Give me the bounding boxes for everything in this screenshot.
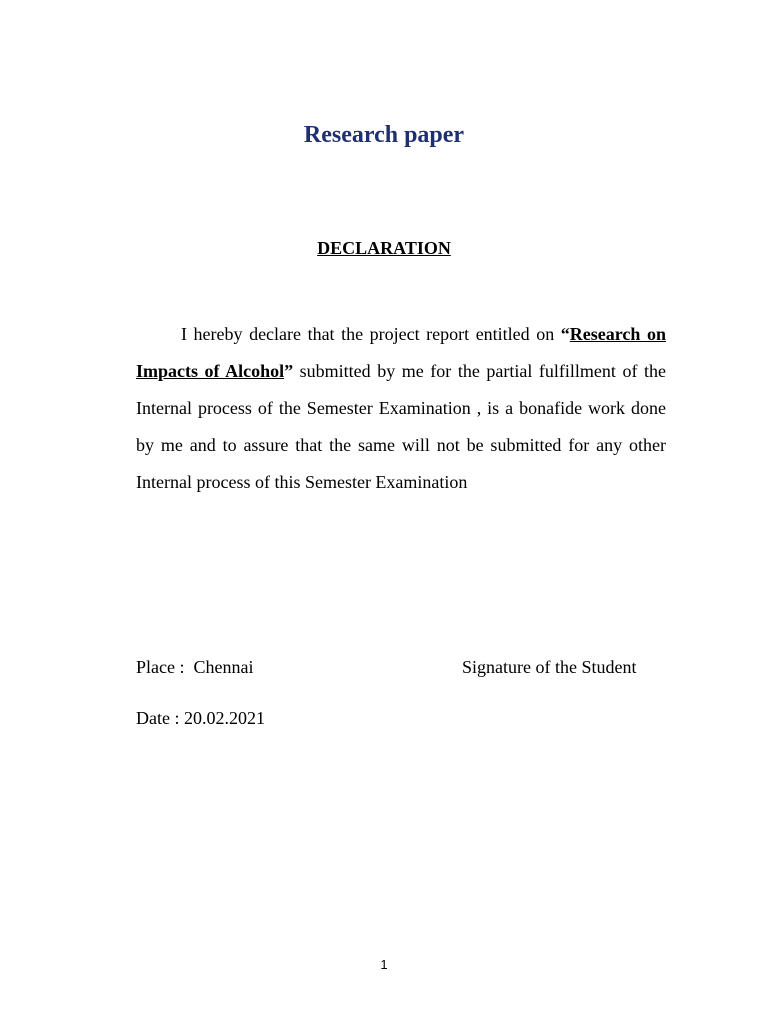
date-label: Date :	[136, 708, 184, 728]
close-quote: ”	[284, 361, 294, 381]
place-line	[136, 657, 253, 678]
date-value: 20.02.2021	[183, 708, 265, 728]
place-value: Chennai	[193, 657, 254, 677]
place-label: Place :	[136, 657, 194, 677]
signature-label: Signature of the Student	[462, 657, 637, 677]
page-number: 1	[380, 957, 388, 972]
open-quote: “	[560, 324, 570, 344]
declaration-heading: DECLARATION	[317, 238, 451, 258]
paragraph-body: submitted by me for the partial fulfillment of the Internal process of the Semester Examination , is a bonafide work done by me and to assure that the same will not be submitted for any other Internal process of this Semester Examination	[136, 361, 666, 492]
project-title: Research on Impacts of Alcohol	[136, 324, 666, 381]
paragraph-intro: I hereby declare that the project report entitled on	[181, 324, 561, 344]
declaration-paragraph	[136, 316, 666, 501]
date-line	[136, 708, 265, 729]
page-title: Research paper	[303, 122, 465, 148]
